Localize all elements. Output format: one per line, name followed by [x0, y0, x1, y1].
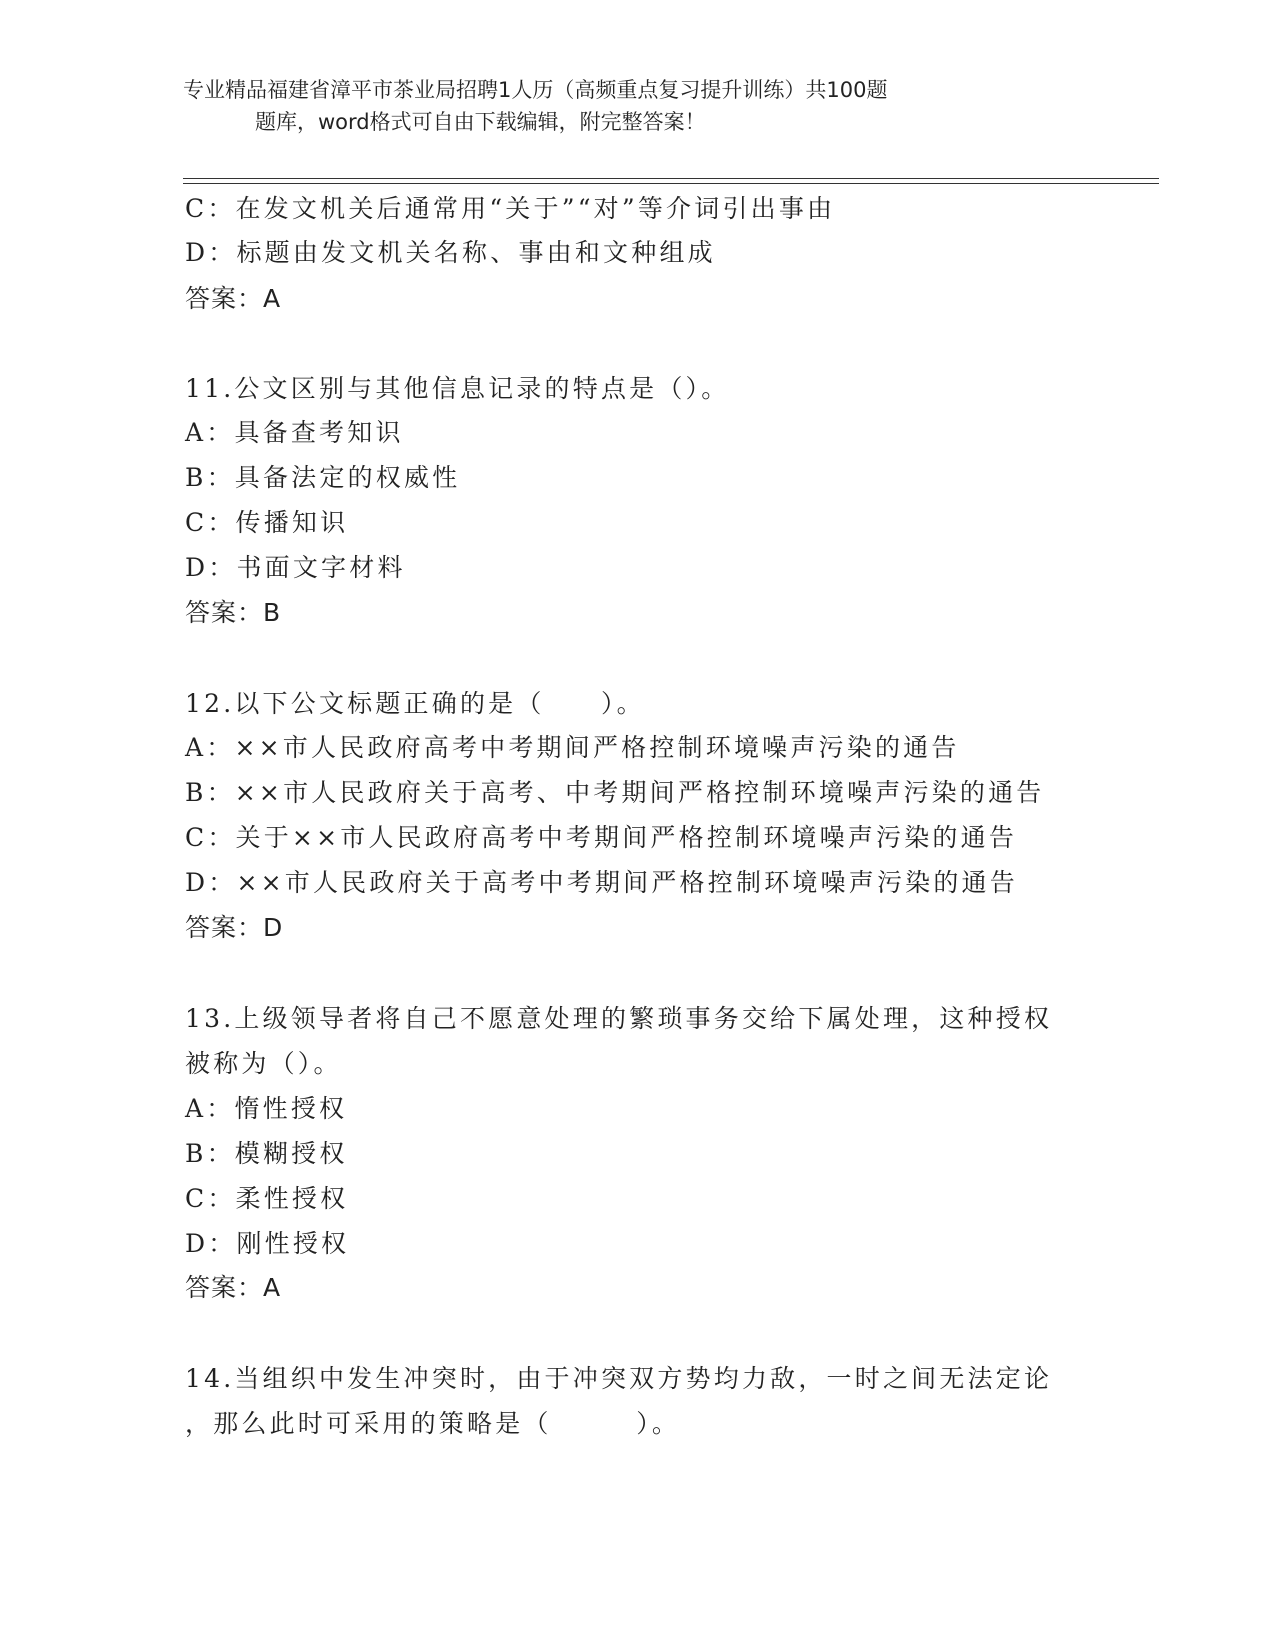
q11-answer: 答案：B [185, 598, 282, 627]
q12-option-b: B：××市人民政府关于高考、中考期间严格控制环境噪声污染的通告 [185, 778, 1045, 807]
q14-stem-line2: ，那么此时可采用的策略是（ ）。 [185, 1409, 681, 1438]
q10-option-c: C：在发文机关后通常用“关于”“对”等介词引出事由 [185, 194, 836, 223]
q12-answer: 答案：D [185, 913, 284, 942]
q11-option-d: D：书面文字材料 [185, 553, 406, 582]
q12-option-c: C：关于××市人民政府高考中考期间严格控制环境噪声污染的通告 [185, 823, 1018, 852]
q13-stem-line1: 13.上级领导者将自己不愿意处理的繁琐事务交给下属处理，这种授权 [185, 1004, 1053, 1033]
q13-answer: 答案：A [185, 1273, 282, 1302]
header-divider-bottom [183, 183, 1159, 184]
q11-option-b: B：具备法定的权威性 [185, 463, 461, 492]
q11-stem: 11.公文区别与其他信息记录的特点是（）。 [185, 374, 730, 403]
q11-option-a: A：具备查考知识 [185, 418, 404, 447]
document-header [183, 74, 1053, 138]
q12-option-d: D：××市人民政府关于高考中考期间严格控制环境噪声污染的通告 [185, 868, 1018, 897]
q13-option-a: A：惰性授权 [185, 1094, 348, 1123]
q10-option-d: D：标题由发文机关名称、事由和文种组成 [185, 238, 716, 267]
header-title-line2: 题库，word格式可自由下载编辑，附完整答案！ [255, 110, 706, 134]
q12-option-a: A：××市人民政府高考中考期间严格控制环境噪声污染的通告 [185, 733, 960, 762]
header-divider-top [183, 178, 1159, 179]
header-title-line1: 专业精品福建省漳平市茶业局招聘1人历（高频重点复习提升训练）共100题 [183, 78, 888, 102]
q13-stem-line2: 被称为（）。 [185, 1049, 342, 1078]
q10-answer: 答案：A [185, 284, 282, 313]
q11-option-c: C：传播知识 [185, 508, 349, 537]
q13-option-c: C：柔性授权 [185, 1184, 349, 1213]
q13-option-d: D：刚性授权 [185, 1229, 350, 1258]
q14-stem-line1: 14.当组织中发生冲突时，由于冲突双方势均力敌，一时之间无法定论 [185, 1364, 1053, 1393]
q13-option-b: B：模糊授权 [185, 1139, 348, 1168]
q12-stem: 12.以下公文标题正确的是（ ）。 [185, 689, 645, 718]
